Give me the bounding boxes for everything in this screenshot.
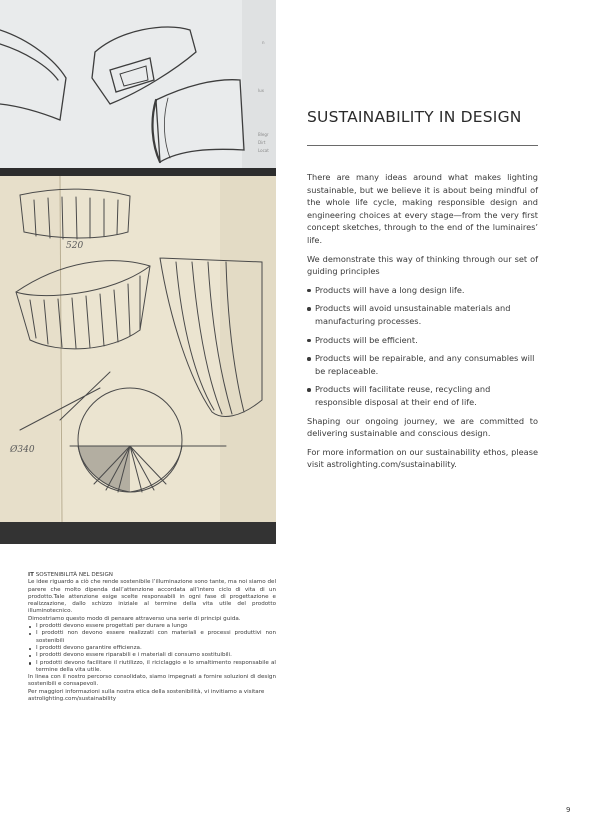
more-info-paragraph: For more information on our sustainability ethos, please visit astrolighting.com/sustainability. — [307, 446, 538, 470]
svg-text:Ø340: Ø340 — [10, 445, 35, 455]
italian-more-info: Per maggiori informazioni sulla nostra etica della sostenibilità, vi invitiamo a visitare — [28, 688, 265, 695]
list-item: I prodotti devono essere progettati per durare a lungo — [28, 623, 276, 630]
principles-list — [307, 284, 538, 409]
svg-text:lux: lux — [258, 88, 265, 93]
commitment-paragraph: Shaping our ongoing journey, we are committed to delivering sustainable and conscious design. — [307, 415, 538, 439]
title-divider — [307, 145, 538, 146]
italian-title-text: SOSTENIBILITÀ NEL DESIGN — [35, 572, 113, 578]
language-code: IT — [28, 572, 34, 578]
page-number: 9 — [566, 806, 571, 814]
svg-text:Locat: Locat — [258, 148, 269, 153]
list-item: Products will facilitate reuse, recycling and responsible disposal at their end of life. — [307, 383, 538, 408]
italian-url: astrolighting.com/sustainability — [28, 696, 117, 703]
italian-body — [28, 572, 276, 703]
intro-paragraph: There are many ideas around what makes lighting sustainable, but we believe it is about being mindful of the whole life cycle, making responsible design and engineering choices at every stage—from the very first concept sketches, through to the end of the luminaires’ life. — [307, 172, 538, 245]
italian-principles-list — [28, 623, 276, 674]
list-item: I prodotti devono garantire efficienza. — [28, 645, 276, 652]
italian-intro: Le idee riguardo a ciò che rende sostenibile l’illuminazione sono tante, ma noi siamo del parere che molto dipenda dall’attenzione accordata all’intero ciclo di vita di un prodotto.Tale attenzione esige scelte responsabili in ogni fase di progettazione e realizzazione, dallo schizzo iniziale al termine della vita utile del prodotto illuminotecnico. — [28, 579, 276, 615]
list-item: Products will have a long design life. — [307, 284, 538, 297]
svg-text:Blegr: Blegr — [258, 132, 269, 137]
sketch-photo — [0, 0, 276, 544]
list-item: Products will avoid unsustainable materials and manufacturing processes. — [307, 302, 538, 327]
list-item: Products will be efficient. — [307, 334, 538, 347]
list-item: I prodotti devono essere riparabili e i materiali di consumo sostituibili. — [28, 652, 276, 659]
list-item: I prodotti devono facilitare il riutilizzo, il riciclaggio e lo smaltimento responsabile al termine della vita utile. — [28, 660, 276, 675]
list-item: Products will be repairable, and any consumables will be replaceable. — [307, 352, 538, 377]
page-title: SUSTAINABILITY IN DESIGN — [307, 108, 522, 126]
list-item: I prodotti non devono essere realizzati con materiali e processi produttivi non sostenibili — [28, 630, 276, 645]
principles-intro: We demonstrate this way of thinking through our set of guiding principles — [307, 253, 538, 277]
svg-text:Dirt: Dirt — [258, 140, 266, 145]
english-body — [307, 171, 538, 477]
svg-text:n: n — [262, 40, 265, 45]
italian-principles-intro: Dimostriamo questo modo di pensare attraverso una serie di principi guida. — [28, 615, 241, 622]
italian-commitment: In linea con il nostro percorso consolidato, siamo impegnati a fornire soluzioni di design sostenibili e consapevoli. — [28, 674, 276, 688]
svg-text:520: 520 — [66, 241, 84, 251]
